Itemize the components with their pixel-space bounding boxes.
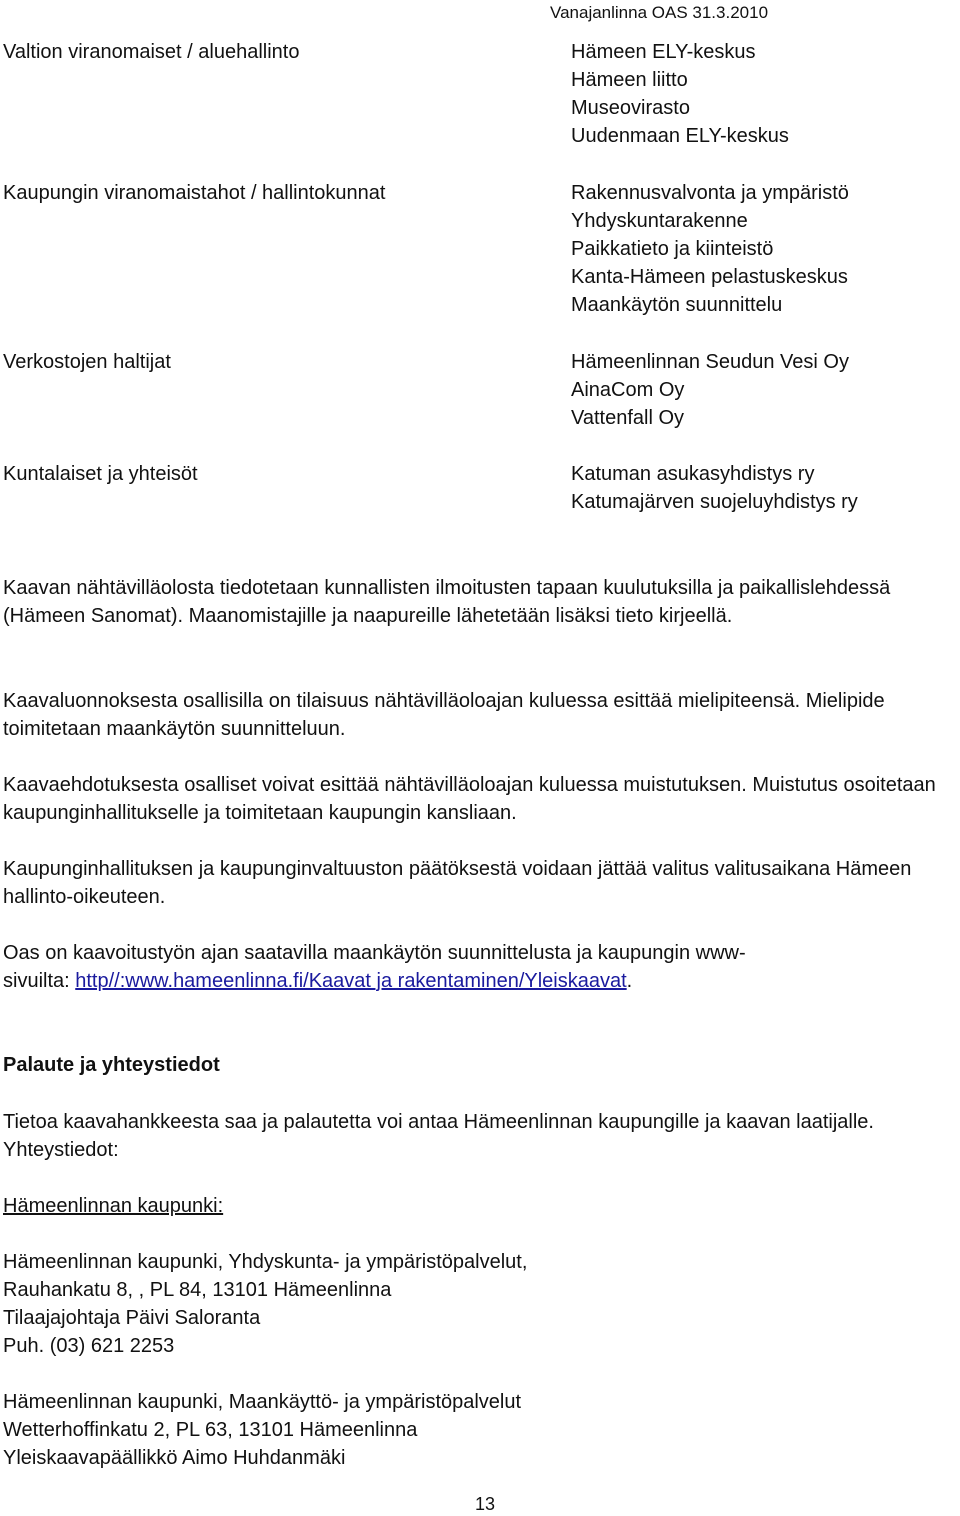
party-list (571, 179, 849, 319)
party-item: Katuman asukasyhdistys ry (571, 463, 815, 485)
oas-availability-text (3, 939, 958, 995)
appeal-paragraph (3, 855, 958, 911)
contact-line: Wetterhoffinkatu 2, PL 63, 13101 Hämeenlinna (3, 1419, 418, 1441)
city-subheading (3, 1192, 958, 1220)
draft-opinion-text: Kaavaluonnoksesta osallisilla on tilaisuus nähtävilläoloajan kuluessa esittää mielipiteensä. Mielipide toimitetaan maankäytön suunnitteluun. (3, 690, 885, 740)
contact-line: Yleiskaavapäällikkö Aimo Huhdanmäki (3, 1447, 346, 1469)
party-item: Katumajärven suojeluyhdistys ry (571, 491, 858, 513)
feedback-intro-text: Tietoa kaavahankkeesta saa ja palautetta voi antaa Hämeenlinnan kaupungille ja kaavan laatijalle. Yhteystiedot: (3, 1111, 874, 1161)
oas-link-suffix: . (626, 970, 633, 992)
oas-availability-paragraph (3, 939, 958, 995)
contact-line: Puh. (03) 621 2253 (3, 1335, 175, 1357)
draft-opinion-paragraph (3, 687, 958, 743)
party-group-label: Verkostojen haltijat (3, 351, 171, 373)
party-item: Paikkatieto ja kiinteistö (571, 238, 774, 260)
party-item: Yhdyskuntarakenne (571, 210, 748, 232)
contact-block-2 (3, 1388, 958, 1472)
page-number: 13 (474, 1494, 496, 1514)
contact-line: Hämeenlinnan kaupunki, Yhdyskunta- ja ympäristöpalvelut, (3, 1251, 528, 1273)
oas-link-prefix: sivuilta: (3, 970, 76, 992)
proposal-remark-paragraph (3, 771, 958, 827)
party-item: Kanta-Hämeen pelastuskeskus (571, 266, 848, 288)
party-item: Hämeen liitto (571, 69, 688, 91)
party-item: Hämeen ELY-keskus (571, 41, 756, 63)
party-list (571, 38, 789, 150)
party-group-label: Kaupungin viranomaistahot / hallintokunnat (3, 182, 386, 204)
party-item: Museovirasto (571, 97, 690, 119)
feedback-heading (3, 1051, 958, 1079)
notice-paragraph (3, 574, 958, 630)
party-item: AinaCom Oy (571, 379, 685, 401)
party-group-label: Kuntalaiset ja yhteisöt (3, 463, 198, 485)
contact-line: Rauhankatu 8, , PL 84, 13101 Hämeenlinna (3, 1279, 392, 1301)
party-item: Maankäytön suunnittelu (571, 294, 783, 316)
party-item: Rakennusvalvonta ja ympäristö (571, 182, 849, 204)
party-list (571, 348, 849, 432)
section-heading: Palaute ja yhteystiedot (3, 1054, 220, 1076)
notice-text: Kaavan nähtävilläolosta tiedotetaan kunnallisten ilmoitusten tapaan kuulutuksilla ja paikallislehdessä (Hämeen Sanomat). Maanomistajille ja naapureille lähetetään lisäksi tieto kirjeellä. (3, 577, 891, 627)
party-item: Hämeenlinnan Seudun Vesi Oy (571, 351, 849, 373)
appeal-text: Kaupunginhallituksen ja kaupunginvaltuuston päätöksestä voidaan jättää valitus valitusaikana Hämeen hallinto-oikeuteen. (3, 858, 912, 908)
oas-line-1: Oas on kaavoitustyön ajan saatavilla maankäytön suunnittelusta ja kaupungin www- (3, 942, 746, 964)
document-header: Vanajanlinna OAS 31.3.2010 (550, 3, 769, 22)
contact-line: Tilaajajohtaja Päivi Saloranta (3, 1307, 261, 1329)
party-group-label: Valtion viranomaiset / aluehallinto (3, 41, 300, 63)
party-item: Uudenmaan ELY-keskus (571, 125, 789, 147)
contact-subheading: Hämeenlinnan kaupunki: (3, 1195, 224, 1217)
contact-line: Hämeenlinnan kaupunki, Maankäyttö- ja ympäristöpalvelut (3, 1391, 522, 1413)
proposal-remark-text: Kaavaehdotuksesta osalliset voivat esittää nähtävilläoloajan kuluessa muistutuksen. Muistutus osoitetaan kaupunginhallitukselle ja toimitetaan kaupungin kansliaan. (3, 774, 936, 824)
party-item: Vattenfall Oy (571, 407, 685, 429)
feedback-intro (3, 1108, 958, 1164)
contact-block-1 (3, 1248, 958, 1360)
zoning-website-link[interactable]: http//:www.hameenlinna.fi/Kaavat ja rakentaminen/Yleiskaavat (75, 970, 627, 992)
party-list (571, 460, 858, 516)
